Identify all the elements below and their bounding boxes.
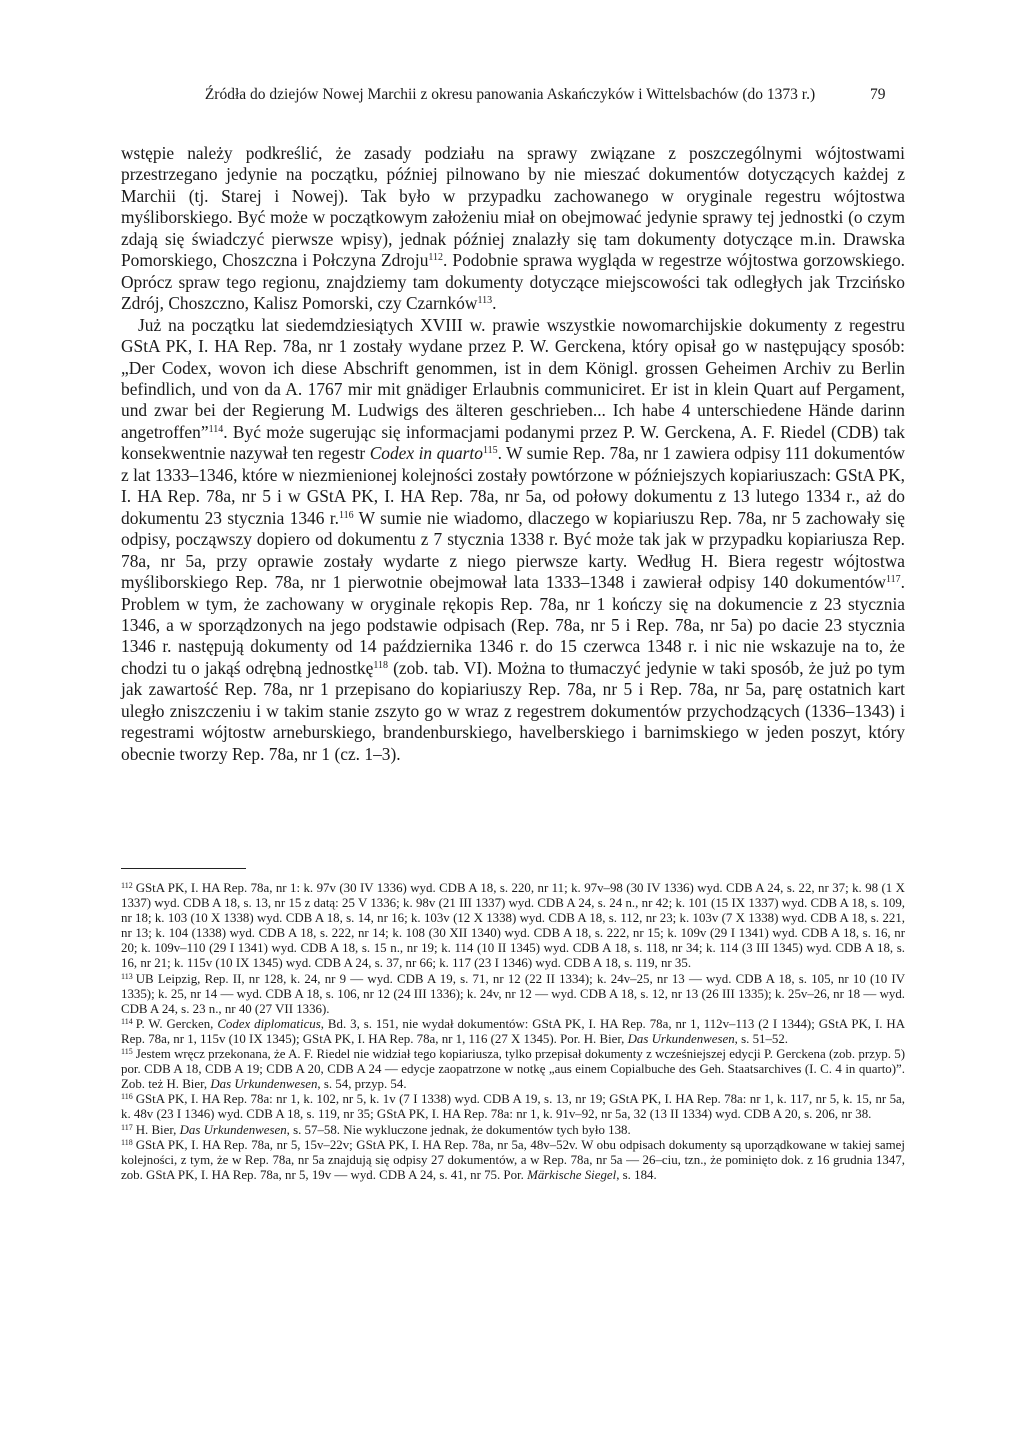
footnote-ref-115[interactable]: 115 bbox=[482, 445, 498, 457]
footnotes bbox=[121, 881, 905, 1183]
text-run: . Podobnie sprawa wygląda w regestrze wójtostwa gorzowskiego. Oprócz spraw tego regionu, znajdziemy tam dokumenty dotyczące miejscowości tak odległych jak Trzcińsko Zdrój, Choszczno, Kalisz Pomorski, czy Czarnków bbox=[121, 250, 906, 314]
footnote-text: , s. 54, przyp. 54. bbox=[317, 1077, 407, 1092]
footnote-text: H. Bier, bbox=[135, 1122, 180, 1137]
footnote-text: Jestem wręcz przekonana, że A. F. Riedel nie widział tego kopiariusza, tylko przepisał dokumenty z wcześniejszej edycji P. Gerckena (zob. przyp. 5) por. CDB A 18, CDB A 19; CDB A 20, CDB A 24 — edycje zaopatrzone w notkę „aus einem Copialbuche des Geh. Staatsarchives (I. C. 4 in quarto)”. Zob. też H. Bier, bbox=[121, 1047, 905, 1092]
page-header bbox=[0, 86, 1024, 110]
footnote-112 bbox=[121, 881, 905, 972]
footnote-text: , Bd. 3, s. 151, nie wydał dokumentów: GStA PK, I. HA Rep. 78a, nr 1, 112v–113 (2 I 1344); GStA PK, I. HA Rep. 78a, nr 1, 115v (10 IX 1345); GStA PK, I. HA Rep. 78a, nr 1, 116 (27 X 1345). Por. H. Bier, bbox=[121, 1016, 906, 1046]
main-text bbox=[121, 143, 905, 765]
text-run: . W sumie Rep. 78a, nr 1 zawiera odpisy 111 dokumentów z lat 1333–1346, które w niezmienionej kolejności zostały powtórzone w późniejszych kopiariuszach: GStA PK, I. HA Rep. 78a, nr 5 i w GStA PK, I. HA Rep. 78a, nr 5a, od połowy dokumentu z 13 lutego 1334 r., aż do dokumentu 23 stycznia 1346 r. bbox=[121, 443, 905, 528]
footnote-text: GStA PK, I. HA Rep. 78a, nr 1: k. 97v (30 IV 1336) wyd. CDB A 18, s. 220, nr 11; k. 97v–98 (30 IV 1336) wyd. CDB A 24, s. 22, nr 37; k. 98 (1 X 1337) wyd. CDB A 18, s. 13, nr 15 z datą: 25 V 1336; k. 98v (21 III 1337) wyd. CDB A 24, s. 24 n., nr 42; k. 101 (15 IX 1337) wyd. CDB A 18, s. 109, nr 18; k. 103 (10 X 1338) wyd. CDB A 18, s. 14, nr 16; k. 103v (12 X 1338) wyd. CDB A 18, s. 112, nr 23; k. 103v (7 X 1338) wyd. CDB A 18, s. 221, nr 13; k. 104 (1338) wyd. CDB A 18, s. 222, nr 14; k. 108 (30 XII 1340) wyd. CDB A 18, s. 222, nr 15; k. 109v (29 I 1341) wyd. CDB A 18, s. 16, nr 20; k. 109v–110 (29 I 1341) wyd. CDB A 18, s. 15 n., nr 19; k. 114 (10 II 1345) wyd. CDB A 18, s. 118, nr 34; k. 114 (3 III 1345) wyd. CDB A 18, s. 16, nr 21; k. 115v (10 IX 1345) wyd. CDB A 24, s. 37, nr 66; k. 117 (23 I 1346) wyd. CDB A 18, s. 119, nr 35. bbox=[121, 881, 905, 971]
paragraph-2 bbox=[121, 315, 905, 766]
paragraph-1 bbox=[121, 143, 905, 315]
italic-title: Das Urkundenwesen bbox=[210, 1077, 318, 1092]
italic-title: Codex diplomaticus bbox=[217, 1016, 321, 1031]
text-run: (zob. tab. VI). Można to tłumaczyć jedynie w taki sposób, że już po tym jak zawartość Rep. 78a, nr 1 przepisano do kopiariuszy Rep. 78a, nr 5 i Rep. 78a, nr 5a, parę ostatnich kart uległo zniszczeniu i w takim stanie zszyto go w wraz z regestrem dokumentów przychodzących (1336–1343) i regestrami wójtostw arneburskiego, brandenburskiego, havelberskiego i barnimskiego w jeden poszyt, który obecnie tworzy Rep. 78a, nr 1 (cz. 1–3). bbox=[121, 657, 905, 764]
page-number: 79 bbox=[870, 86, 886, 103]
footnote-text: , s. 57–58. Nie wykluczone jednak, że dokumentów tych było 138. bbox=[286, 1122, 631, 1137]
footnote-text: , s. 184. bbox=[616, 1167, 657, 1182]
footnote-text: GStA PK, I. HA Rep. 78a, nr 5, 15v–22v; GStA PK, I. HA Rep. 78a, nr 5a, 48v–52v. W obu odpisach dokumenty są uporządkowane w takiej samej kolejności, z tym, że w Rep. 78a, nr 5a znajdują się odpisy 27 dokumentów, a w Rep. 78a, nr 5a — 26–ciu, tzn., że pominięto dok. z 16 grudnia 1347, zob. GStA PK, I. HA Rep. 78a, nr 5, 19v — wyd. CDB A 24, s. 41, nr 75. Por. bbox=[121, 1137, 905, 1182]
text-run: . bbox=[492, 293, 497, 314]
footnote-113 bbox=[121, 972, 905, 1017]
footnote-mark: 118 bbox=[121, 1137, 133, 1147]
footnote-ref-118[interactable]: 118 bbox=[373, 659, 388, 671]
text-run: Już na początku lat siedemdziesiątych XVIII w. prawie wszystkie nowomarchijskie dokumenty z regestru GStA PK, I. HA Rep. 78a, nr 1 zostały wydane przez P. W. Gerckena, który opisał go w następujący sposób: „Der Codex, wovon ich diese Abschrift genommen, ist in dem Königl. grossen Geheimen Archiv zu Berlin befindlich, und von da A. 1767 mir mit gnädiger Erlaubnis communiciret. Er ist in klein Quart auf Pergament, und zwar bei der Regierung M. Ludwigs des älteren geschrieben... Ich habe 4 unterschiedene Hände darinn angetroffen” bbox=[121, 314, 905, 442]
text-run: W sumie nie wiadomo, dlaczego w kopiariuszu Rep. 78a, nr 5 zachowały się odpisy, począwszy dopiero od dokumentu z 7 stycznia 1338 r. Być może tak jak w przypadku kopiariusza Rep. 78a, nr 5a, przy oprawie zostały wydarte z niego pierwsze karty. Według H. Biera regestr wójtostwa myśliborskiego Rep. 78a, nr 1 pierwotnie obejmował lata 1333–1348 i zawierał odpisy 140 dokumentów bbox=[121, 507, 905, 593]
footnote-116 bbox=[121, 1092, 905, 1122]
footnote-text: P. W. Gercken, bbox=[135, 1016, 218, 1031]
footnote-mark: 113 bbox=[121, 971, 133, 981]
footnote-mark: 116 bbox=[121, 1092, 133, 1102]
footnote-mark: 115 bbox=[121, 1047, 133, 1057]
footnote-118 bbox=[121, 1138, 905, 1183]
text-run: . Być może sugerując się informacjami podanymi przez P. W. Gerckena, A. F. Riedel (CDB) tak konsekwentnie nazywał ten regestr bbox=[121, 421, 905, 464]
footnote-ref-113[interactable]: 113 bbox=[477, 295, 493, 307]
footnote-text: , s. 51–52. bbox=[734, 1031, 789, 1046]
italic-title: Das Urkundenwesen bbox=[179, 1122, 287, 1137]
footnote-ref-116[interactable]: 116 bbox=[338, 509, 354, 521]
italic-title: Märkische Siegel bbox=[527, 1167, 617, 1182]
text-run: . Problem w tym, że zachowany w oryginale rękopis Rep. 78a, nr 1 kończy się na dokumencie z 23 stycznia 1346, a w sporządzonych na jego podstawie odpisach (Rep. 78a, nr 5 i Rep. 78a, nr 5a) po dacie 23 stycznia 1346 r. następują dokumenty od 14 października 1346 r. do 15 czerwca 1348 r. i nic nie wskazuje na to, że chodzi tu o jakąś odrębną jednostkę bbox=[121, 572, 905, 678]
text-run: wstępie należy podkreślić, że zasady podziału na sprawy związane z poszczególnymi wójtostwami przestrzegano jedynie na początku, później pilnowano by nie mieszać dokumentów dotyczących każdej z Marchii (tj. Starej i Nowej). Tak było w przypadku zachowanego w oryginale regestru wójtostwa myśliborskiego. Być może w początkowym założeniu miał on obejmować jedynie sprawy tej jednostki (o czym zdają się świadczyć pierwsze wpisy), jednak później znalazły się tam dokumenty dotyczące m.in. Drawska Pomorskiego, Choszczna i Połczyna Zdroju bbox=[121, 143, 905, 271]
running-title: Źródła do dziejów Nowej Marchii z okresu panowania Askańczyków i Wittelsbachów (do 1373 r.) bbox=[204, 86, 816, 103]
footnote-117 bbox=[121, 1123, 905, 1138]
footnote-mark: 112 bbox=[121, 881, 133, 890]
italic-title: Codex in quarto bbox=[369, 443, 483, 464]
italic-title: Das Urkundenwesen bbox=[627, 1031, 735, 1046]
footnote-ref-117[interactable]: 117 bbox=[886, 574, 901, 586]
footnote-ref-112[interactable]: 112 bbox=[428, 252, 444, 264]
footnote-text: GStA PK, I. HA Rep. 78a: nr 1, k. 102, nr 5, k. 1v (7 I 1338) wyd. CDB A 19, s. 13, nr 19; GStA PK, I. HA Rep. 78a: nr 1, k. 117, nr 5, k. 15, nr 5a, k. 48v (23 I 1346) wyd. CDB A 18, s. 119, nr 35; GStA PK, I. HA Rep. 78a: nr 1, k. 91v–92, nr 5a, 32 (13 II 1334) wyd. CDB A 20, s. 206, nr 38. bbox=[121, 1092, 905, 1122]
footnote-114 bbox=[121, 1017, 905, 1047]
footnote-divider bbox=[121, 868, 246, 869]
footnote-mark: 117 bbox=[121, 1122, 133, 1132]
footnote-text: UB Leipzig, Rep. II, nr 128, k. 24, nr 9 — wyd. CDB A 19, s. 71, nr 12 (22 II 1334); k. 24v–25, nr 13 — wyd. CDB A 18, s. 105, nr 10 (10 IV 1335); k. 25, nr 14 — wyd. CDB A 18, s. 106, nr 12 (24 III 1336); k. 24v, nr 12 — wyd. CDB A 18, s. 12, nr 13 (26 III 1335); k. 25v–26, nr 18 — wyd. CDB A 24, s. 23 n., nr 40 (27 VII 1336). bbox=[121, 971, 905, 1016]
footnote-ref-114[interactable]: 114 bbox=[208, 423, 224, 435]
footnote-115 bbox=[121, 1047, 905, 1092]
footnote-mark: 114 bbox=[121, 1016, 133, 1026]
